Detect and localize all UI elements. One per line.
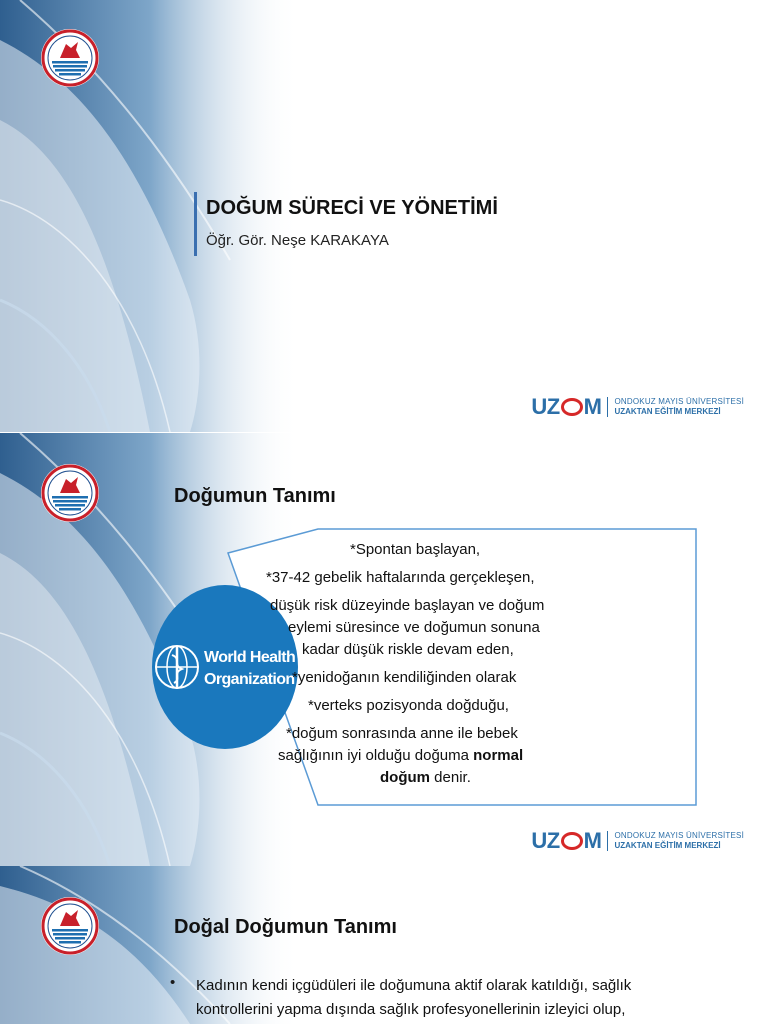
who-name-line2: Organization <box>204 671 295 688</box>
slide-natural-birth <box>0 866 768 1024</box>
bullet-line: Kadının kendi içgüdüleri ile doğumuna aktif olarak katıldığı, sağlık <box>196 977 632 994</box>
uzem-wordmark <box>531 394 601 420</box>
uzem-separator <box>607 831 608 851</box>
uzem-university-name: ONDOKUZ MAYIS ÜNİVERSİTESİ <box>614 831 744 840</box>
presentation-title: DOĞUM SÜRECİ VE YÖNETİMİ <box>206 197 498 219</box>
definition-line: *doğum sonrasında anne ile bebek <box>286 725 518 742</box>
definition-line: düşük risk düzeyinde başlayan ve doğum <box>270 597 545 614</box>
slide-title <box>0 0 768 432</box>
definition-text-bold: doğum <box>380 769 430 786</box>
uzem-center-name: UZAKTAN EĞİTİM MERKEZİ <box>614 407 721 416</box>
slide-definition <box>0 433 768 866</box>
uzem-logo <box>531 394 744 420</box>
uzem-wordmark-start: UZ <box>531 828 560 853</box>
bullet-marker: • <box>170 974 176 991</box>
slide-heading: Doğal Doğumun Tanımı <box>174 916 397 938</box>
definition-text-plain: denir. <box>430 769 471 786</box>
bullet-text <box>196 974 736 1022</box>
slide-heading: Doğumun Tanımı <box>174 485 336 507</box>
university-logo <box>40 896 100 956</box>
uzem-e-mark <box>561 832 583 850</box>
uzem-text <box>614 397 744 417</box>
definition-line: *yenidoğanın kendiliğinden olarak <box>292 669 517 686</box>
uzem-separator <box>607 397 608 417</box>
definition-line-birth <box>380 769 471 786</box>
definition-line: *37-42 gebelik haftalarında gerçekleşen, <box>266 569 535 586</box>
uzem-center-name: UZAKTAN EĞİTİM MERKEZİ <box>614 841 721 850</box>
definition-line: kadar düşük riskle devam eden, <box>302 641 514 658</box>
uzem-wordmark <box>531 828 601 854</box>
title-accent-bar <box>194 192 197 256</box>
bullet-line: kontrollerini yapma dışında sağlık profesyonellerinin izleyici olup, <box>196 1001 626 1018</box>
definition-text-plain: sağlığının iyi olduğu doğuma <box>278 747 474 764</box>
uzem-wordmark-end: M <box>583 394 602 419</box>
presenter-name: Öğr. Gör. Neşe KARAKAYA <box>206 232 389 249</box>
who-emblem-icon <box>152 641 202 693</box>
who-name-line1: World Health <box>204 649 296 666</box>
who-name <box>204 647 295 691</box>
definition-line: *Spontan başlayan, <box>350 541 481 558</box>
definition-line: *verteks pozisyonda doğduğu, <box>308 697 509 714</box>
uzem-wordmark-start: UZ <box>531 394 560 419</box>
uzem-wordmark-end: M <box>583 828 602 853</box>
uzem-e-mark <box>561 398 583 416</box>
uzem-logo <box>531 828 744 854</box>
uzem-university-name: ONDOKUZ MAYIS ÜNİVERSİTESİ <box>614 397 744 406</box>
definition-line: eylemi süresince ve doğumun sonuna <box>288 619 540 636</box>
definition-text-bold: normal <box>473 747 524 764</box>
definition-line-normal <box>278 747 523 764</box>
uzem-text <box>614 831 744 851</box>
university-logo <box>40 28 100 88</box>
